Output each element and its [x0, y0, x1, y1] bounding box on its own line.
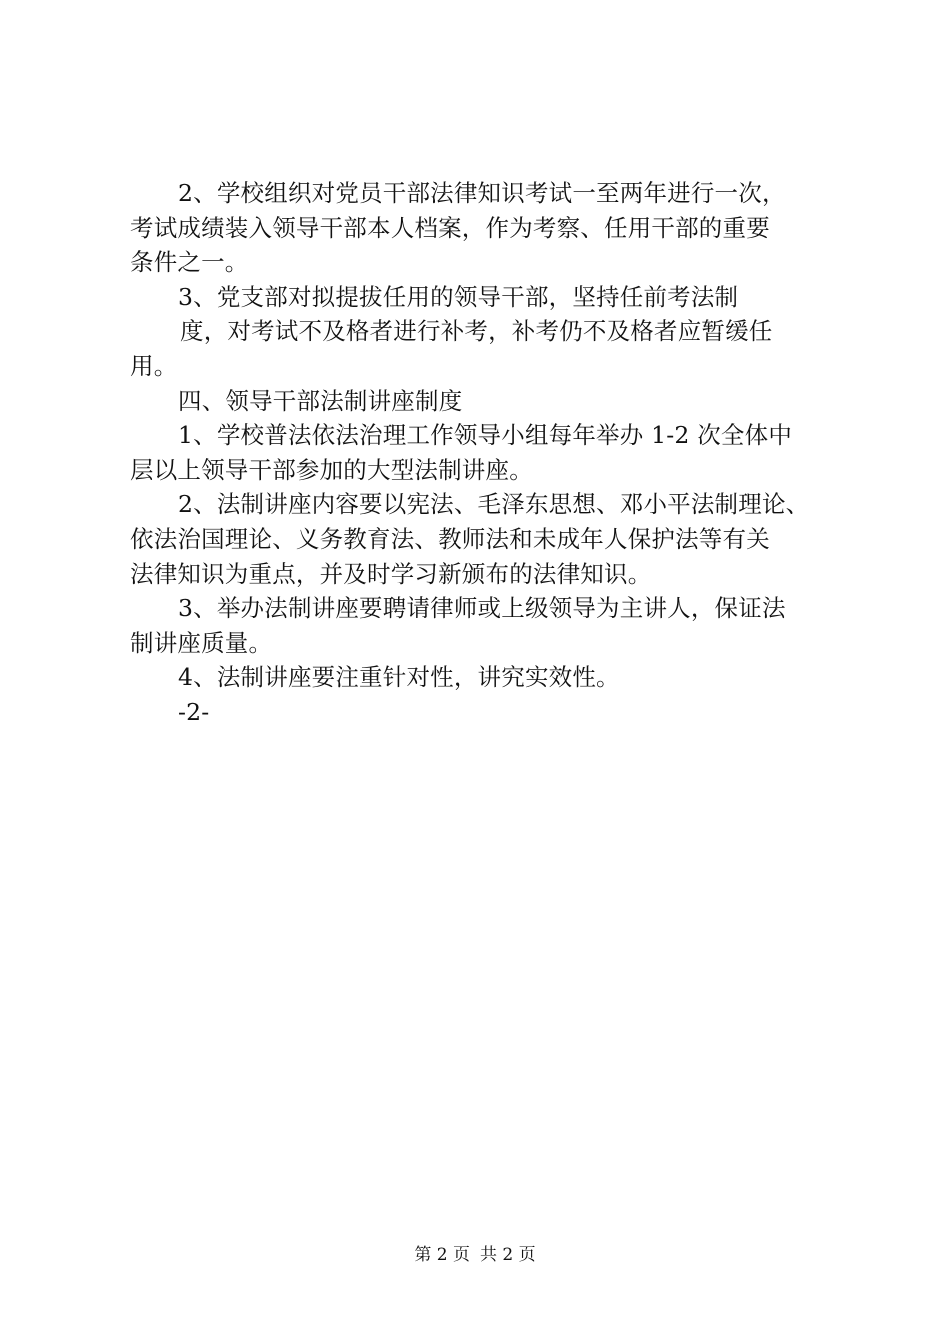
page-footer — [0, 1244, 950, 1266]
paragraph-line: 条件之一。 — [130, 248, 249, 277]
paragraph-line: 3、党支部对拟提拔任用的领导干部，坚持任前考法制 — [178, 282, 739, 311]
document-body — [130, 176, 830, 730]
paragraph-line: 法律知识为重点，并及时学习新颁布的法律知识。 — [130, 559, 652, 588]
footer-total-label: 共 2 页 — [480, 1245, 536, 1265]
section-heading: 四、领导干部法制讲座制度 — [178, 386, 463, 415]
footer-page-label: 第 2 页 — [414, 1245, 470, 1265]
paragraph-line: 考试成绩装入领导干部本人档案，作为考察、任用干部的重要 — [130, 213, 770, 242]
paragraph-line: 1、学校普法依法治理工作领导小组每年举办 1-2 次全体中 — [178, 421, 793, 450]
paragraph-line: 层以上领导干部参加的大型法制讲座。 — [130, 455, 533, 484]
paragraph-line: 2、法制讲座内容要以宪法、毛泽东思想、邓小平法制理论、 — [178, 490, 810, 519]
paragraph-line: 度，对考试不及格者进行补考，补考仍不及格者应暂缓任 — [180, 317, 773, 346]
paragraph-line: 3、举办法制讲座要聘请律师或上级领导为主讲人，保证法 — [178, 594, 786, 623]
paragraph-line: 用。 — [130, 351, 178, 380]
paragraph-line: 4、法制讲座要注重针对性，讲究实效性。 — [178, 663, 620, 692]
paragraph-line: 制讲座质量。 — [130, 628, 273, 657]
inline-page-number: -2- — [178, 697, 210, 726]
paragraph-line: 2、学校组织对党员干部法律知识考试一至两年进行一次， — [178, 179, 786, 207]
paragraph-line: 依法治国理论、义务教育法、教师法和未成年人保护法等有关 — [130, 524, 770, 553]
